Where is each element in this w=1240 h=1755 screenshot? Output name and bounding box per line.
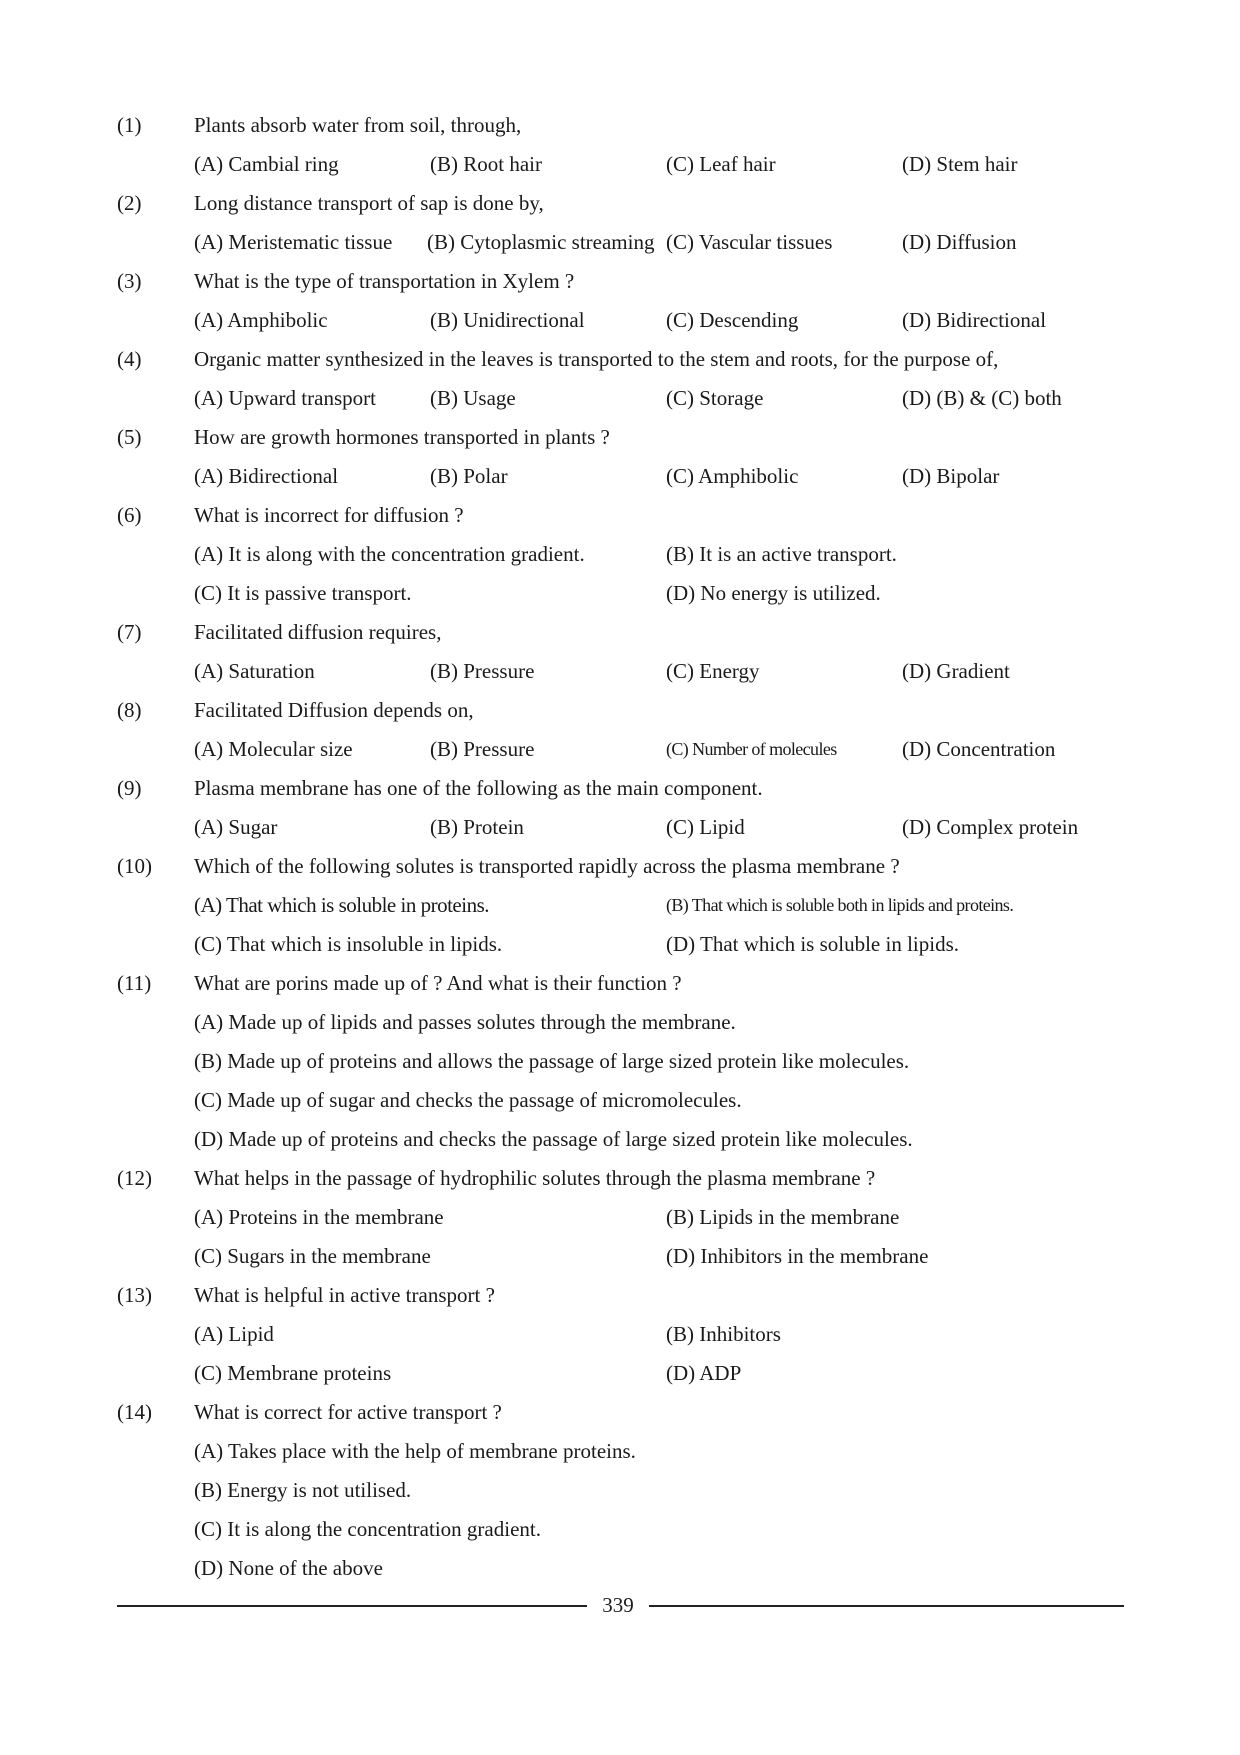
option-a: (A) Bidirectional xyxy=(194,464,339,488)
question-14 xyxy=(117,1393,1127,1432)
question-number: (4) xyxy=(117,347,142,371)
option-d: (D) (B) & (C) both xyxy=(902,386,1062,410)
option-b: (B) Polar xyxy=(430,464,508,488)
option-c: (C) Descending xyxy=(666,308,799,332)
question-text: What helps in the passage of hydrophilic solutes through the plasma membrane ? xyxy=(194,1166,876,1190)
question-1 xyxy=(117,106,1127,145)
question-2 xyxy=(117,184,1127,223)
options-row xyxy=(194,1432,1127,1471)
option-c: (C) It is along the concentration gradient. xyxy=(194,1517,541,1541)
page-footer xyxy=(117,1590,1124,1620)
options-row xyxy=(194,1003,1127,1042)
option-c: (C) Number of molecules xyxy=(666,739,837,759)
option-b: (B) Cytoplasmic streaming xyxy=(427,230,655,254)
question-3 xyxy=(117,262,1127,301)
option-b: (B) That which is soluble both in lipids and proteins. xyxy=(666,895,1014,915)
options-row xyxy=(194,808,1127,847)
question-number: (7) xyxy=(117,620,142,644)
options-row xyxy=(194,652,1127,691)
option-a: (A) Meristematic tissue xyxy=(194,230,393,254)
option-c: (C) Sugars in the membrane xyxy=(194,1244,431,1268)
option-c: (C) Vascular tissues xyxy=(666,230,833,254)
option-a: (A) It is along with the concentration gradient. xyxy=(194,542,585,566)
question-sheet xyxy=(117,106,1127,1588)
options-row xyxy=(194,1081,1127,1120)
question-text: What is the type of transportation in Xylem ? xyxy=(194,269,575,293)
question-text: What is correct for active transport ? xyxy=(194,1400,502,1424)
question-12 xyxy=(117,1159,1127,1198)
option-b: (B) Energy is not utilised. xyxy=(194,1478,412,1502)
question-number: (3) xyxy=(117,269,142,293)
option-b: (B) Lipids in the membrane xyxy=(666,1205,900,1229)
options-row xyxy=(194,457,1127,496)
option-d: (D) No energy is utilized. xyxy=(666,581,881,605)
options-row xyxy=(194,1042,1127,1081)
question-number: (14) xyxy=(117,1400,152,1424)
question-text: What is incorrect for diffusion ? xyxy=(194,503,464,527)
question-number: (13) xyxy=(117,1283,152,1307)
option-a: (A) Amphibolic xyxy=(194,308,328,332)
question-text: What are porins made up of ? And what is their function ? xyxy=(194,971,682,995)
question-number: (2) xyxy=(117,191,142,215)
option-d: (D) Complex protein xyxy=(902,815,1079,839)
option-c: (C) Lipid xyxy=(666,815,745,839)
option-c: (C) Made up of sugar and checks the passage of micromolecules. xyxy=(194,1088,742,1112)
option-d: (D) Concentration xyxy=(902,737,1056,761)
question-text: Plants absorb water from soil, through, xyxy=(194,113,522,137)
question-11 xyxy=(117,964,1127,1003)
question-4 xyxy=(117,340,1127,379)
option-a: (A) Saturation xyxy=(194,659,315,683)
footer-rule-right xyxy=(649,1605,1124,1607)
options-row xyxy=(194,574,1127,613)
options-row xyxy=(194,379,1127,418)
option-d: (D) Inhibitors in the membrane xyxy=(666,1244,929,1268)
question-number: (6) xyxy=(117,503,142,527)
option-d: (D) Bidirectional xyxy=(902,308,1047,332)
question-text: What is helpful in active transport ? xyxy=(194,1283,495,1307)
options-row xyxy=(194,1315,1127,1354)
options-row xyxy=(194,145,1127,184)
option-c: (C) That which is insoluble in lipids. xyxy=(194,932,503,956)
option-b: (B) Protein xyxy=(430,815,524,839)
option-b: (B) Pressure xyxy=(430,737,535,761)
option-d: (D) Stem hair xyxy=(902,152,1018,176)
question-text: Which of the following solutes is transported rapidly across the plasma membrane ? xyxy=(194,854,900,878)
options-row xyxy=(194,1198,1127,1237)
options-row xyxy=(194,1471,1127,1510)
options-row xyxy=(194,301,1127,340)
question-number: (9) xyxy=(117,776,142,800)
option-d: (D) ADP xyxy=(666,1361,742,1385)
option-d: (D) That which is soluble in lipids. xyxy=(666,932,960,956)
question-number: (5) xyxy=(117,425,142,449)
question-text: Facilitated diffusion requires, xyxy=(194,620,442,644)
question-text: Long distance transport of sap is done by, xyxy=(194,191,544,215)
option-d: (D) Gradient xyxy=(902,659,1010,683)
option-b: (B) It is an active transport. xyxy=(666,542,897,566)
option-b: (B) Pressure xyxy=(430,659,535,683)
options-row xyxy=(194,1510,1127,1549)
option-a: (A) Proteins in the membrane xyxy=(194,1205,444,1229)
option-d: (D) Diffusion xyxy=(902,230,1017,254)
option-d: (D) Made up of proteins and checks the passage of large sized protein like molecules. xyxy=(194,1127,913,1151)
question-5 xyxy=(117,418,1127,457)
question-6 xyxy=(117,496,1127,535)
question-number: (8) xyxy=(117,698,142,722)
question-number: (11) xyxy=(117,971,152,995)
option-a: (A) Cambial ring xyxy=(194,152,339,176)
option-a: (A) Upward transport xyxy=(194,386,376,410)
option-c: (C) Energy xyxy=(666,659,760,683)
option-a: (A) Made up of lipids and passes solutes through the membrane. xyxy=(194,1010,736,1034)
option-c: (C) Membrane proteins xyxy=(194,1361,392,1385)
options-row xyxy=(194,1120,1127,1159)
option-b: (B) Usage xyxy=(430,386,516,410)
options-row xyxy=(194,1237,1127,1276)
question-text: Plasma membrane has one of the following as the main component. xyxy=(194,776,763,800)
option-c: (C) Storage xyxy=(666,386,764,410)
option-c: (C) Leaf hair xyxy=(666,152,776,176)
option-d: (D) None of the above xyxy=(194,1556,383,1580)
page-number: 339 xyxy=(602,1593,634,1617)
question-10 xyxy=(117,847,1127,886)
options-row xyxy=(194,886,1127,925)
option-c: (C) It is passive transport. xyxy=(194,581,412,605)
option-b: (B) Inhibitors xyxy=(666,1322,781,1346)
question-text: Organic matter synthesized in the leaves is transported to the stem and roots, for the purpose of, xyxy=(194,347,999,371)
option-d: (D) Bipolar xyxy=(902,464,1000,488)
option-a: (A) Lipid xyxy=(194,1322,274,1346)
options-row xyxy=(194,1354,1127,1393)
options-row xyxy=(194,730,1127,769)
option-b: (B) Unidirectional xyxy=(430,308,585,332)
question-9 xyxy=(117,769,1127,808)
options-row xyxy=(194,1549,1127,1588)
question-8 xyxy=(117,691,1127,730)
option-b: (B) Made up of proteins and allows the passage of large sized protein like molecules. xyxy=(194,1049,910,1073)
question-7 xyxy=(117,613,1127,652)
options-row xyxy=(194,223,1127,262)
question-number: (10) xyxy=(117,854,152,878)
option-a: (A) That which is soluble in proteins. xyxy=(194,893,489,917)
options-row xyxy=(194,925,1127,964)
question-text: How are growth hormones transported in plants ? xyxy=(194,425,610,449)
option-a: (A) Takes place with the help of membrane proteins. xyxy=(194,1439,636,1463)
question-number: (1) xyxy=(117,113,142,137)
footer-rule-left xyxy=(117,1605,587,1607)
options-row xyxy=(194,535,1127,574)
option-b: (B) Root hair xyxy=(430,152,542,176)
option-a: (A) Molecular size xyxy=(194,737,353,761)
question-number: (12) xyxy=(117,1166,152,1190)
question-13 xyxy=(117,1276,1127,1315)
option-c: (C) Amphibolic xyxy=(666,464,799,488)
question-text: Facilitated Diffusion depends on, xyxy=(194,698,474,722)
option-a: (A) Sugar xyxy=(194,815,278,839)
